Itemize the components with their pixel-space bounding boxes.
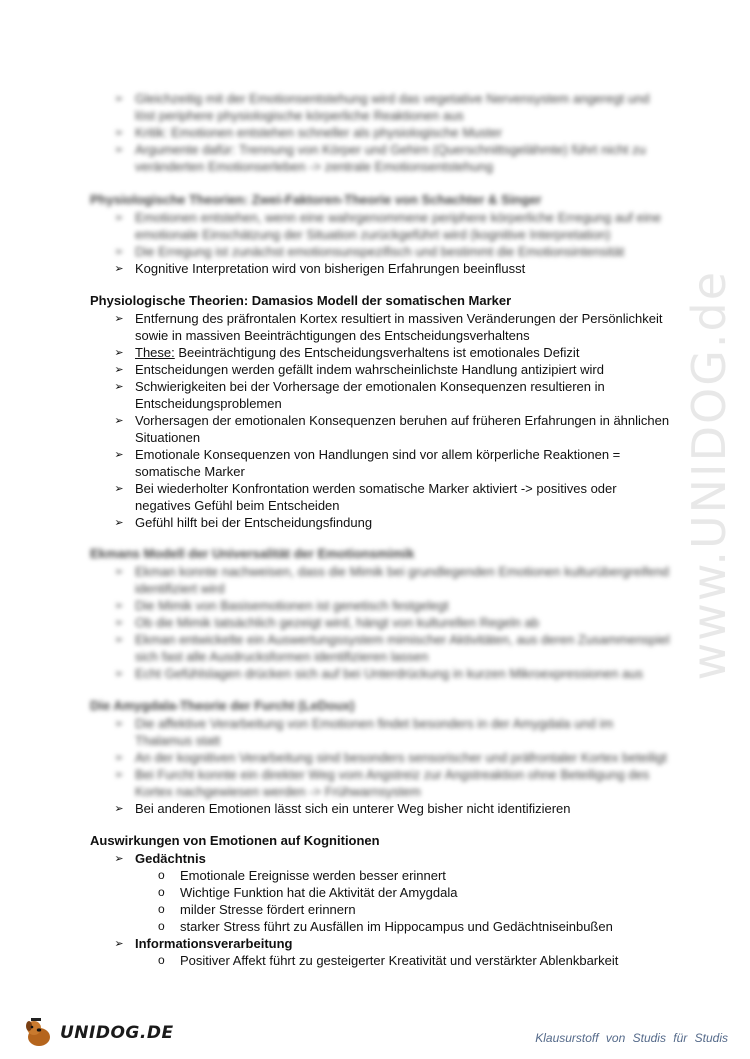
section-kognitionen xyxy=(90,832,670,969)
section-heading: Ekmans Modell der Universalität der Emotionsmimik xyxy=(90,546,415,561)
section-ledoux xyxy=(90,697,670,817)
watermark: www.UNIDOG.de xyxy=(682,270,736,681)
circle-bullet-icon: o xyxy=(158,885,165,899)
list-item: ➢ Echt Gefühlslagen drücken sich auf bei Unterdrückung in kurzen Mikroexpressionen aus xyxy=(90,665,670,682)
arrow-bullet-icon: ➢ xyxy=(114,143,124,156)
arrow-bullet-icon: ➢ xyxy=(114,599,124,612)
arrow-bullet-icon: ➢ xyxy=(114,346,124,359)
arrow-bullet-icon: ➢ xyxy=(114,414,124,427)
arrow-bullet-icon: ➢ xyxy=(114,245,124,258)
arrow-bullet-icon: ➢ xyxy=(114,312,124,325)
list-item: ➢ Die Erregung ist zunächst emotionsunspezifisch und bestimmt die Emotionsintensität xyxy=(90,243,670,260)
list-item: ➢ Emotionen entstehen, wenn eine wahrgenommene periphere körperliche Erregung auf eine emotionale Einschätzung der Situation zurückgeführt wird (kognitive Interpretation) xyxy=(90,209,670,243)
list-item: ➢ Die affektive Verarbeitung von Emotionen findet besonders in der Amygdala und im Thalamus statt xyxy=(90,715,670,749)
arrow-bullet-icon: ➢ xyxy=(114,448,124,461)
arrow-bullet-icon: ➢ xyxy=(114,565,124,578)
list-item: ➢ Gleichzeitig mit der Emotionsentstehung wird das vegetative Nervensystem angeregt und löst periphere physiologische körperliche Reaktionen aus xyxy=(90,90,670,124)
blurred-top-list xyxy=(90,90,670,175)
list-item: ➢ Bei Furcht konnte ein direkter Weg vom Angstreiz zur Angstreaktion ohne Beteiligung des Kortex nachgewiesen werden -> Frühwarnsystem xyxy=(90,766,670,800)
list-item: ➢ Ekman entwickelte ein Auswertungssystem mimischer Aktivitäten, aus deren Zusammenspiel sich fast alle Ausdrucksformen identifizieren lassen xyxy=(90,631,670,665)
arrow-bullet-icon: ➢ xyxy=(114,211,124,224)
section-ekman xyxy=(90,545,670,682)
list-item: ➢ Ekman konnte nachweisen, dass die Mimik bei grundlegenden Emotionen kulturübergreifend identifiziert wird xyxy=(90,563,670,597)
logo-text: UNIDOG.DE xyxy=(60,1023,174,1043)
list-item: ➢ Entfernung des präfrontalen Kortex resultiert in massiven Veränderungen der Persönlichkeit sowie in massiven Beeinträchtigungen des Entscheidungsverhaltens xyxy=(90,310,670,344)
arrow-bullet-icon: ➢ xyxy=(114,380,124,393)
list-item: ➢ Argumente dafür: Trennung von Körper und Gehirn (Querschnittsgelähmte) führt nicht zu veränderten Emotionserleben -> zentrale Emotionsentstehung xyxy=(90,141,670,175)
section-heading: Physiologische Theorien: Damasios Modell der somatischen Marker xyxy=(90,293,512,308)
group-heading-gedaechtnis: ➢ Gedächtnis xyxy=(90,850,670,867)
list-item: ➢ Vorhersagen der emotionalen Konsequenzen beruhen auf früheren Erfahrungen in ähnlichen Situationen xyxy=(90,412,670,446)
list-item: ➢ Ob die Mimik tatsächlich gezeigt wird, hängt von kulturellen Regeln ab xyxy=(90,614,670,631)
arrow-bullet-icon: ➢ xyxy=(114,852,124,865)
list-item: ➢ Bei wiederholter Konfrontation werden somatische Marker aktiviert -> positives oder negatives Gefühl beim Entscheiden xyxy=(90,480,670,514)
footer-tagline: Klausurstoff von Studis für Studis xyxy=(535,1031,728,1045)
list-item: ➢ Kritik: Emotionen entstehen schneller als physiologische Muster xyxy=(90,124,670,141)
circle-bullet-icon: o xyxy=(158,902,165,916)
arrow-bullet-icon: ➢ xyxy=(114,363,124,376)
arrow-bullet-icon: ➢ xyxy=(114,937,124,950)
sub-list-item: o Positiver Affekt führt zu gesteigerter Kreativität und verstärkter Ablenkbarkeit xyxy=(158,953,619,968)
arrow-bullet-icon: ➢ xyxy=(114,616,124,629)
arrow-bullet-icon: ➢ xyxy=(114,717,124,730)
list-item: ➢ Bei anderen Emotionen lässt sich ein unterer Weg bisher nicht identifizieren xyxy=(90,800,670,817)
unidog-logo[interactable] xyxy=(22,1018,174,1048)
arrow-bullet-icon: ➢ xyxy=(114,262,124,275)
list-item: ➢ Die Mimik von Basisemotionen ist genetisch festgelegt xyxy=(90,597,670,614)
list-item: ➢ Kognitive Interpretation wird von bisherigen Erfahrungen beeinflusst xyxy=(90,260,670,277)
list-item: ➢ Emotionale Konsequenzen von Handlungen sind vor allem körperliche Reaktionen = somatische Marker xyxy=(90,446,670,480)
circle-bullet-icon: o xyxy=(158,868,165,882)
circle-bullet-icon: o xyxy=(158,953,165,967)
arrow-bullet-icon: ➢ xyxy=(114,751,124,764)
arrow-bullet-icon: ➢ xyxy=(114,516,124,529)
arrow-bullet-icon: ➢ xyxy=(114,802,124,815)
sub-list-item: o starker Stress führt zu Ausfällen im Hippocampus und Gedächtniseinbußen xyxy=(158,919,613,934)
arrow-bullet-icon: ➢ xyxy=(114,633,124,646)
list-item: ➢ Gefühl hilft bei der Entscheidungsfindung xyxy=(90,514,670,531)
list-item: ➢ Entscheidungen werden gefällt indem wahrscheinlichste Handlung antizipiert wird xyxy=(90,361,670,378)
circle-bullet-icon: o xyxy=(158,919,165,933)
sub-list-item: o milder Stresse fördert erinnern xyxy=(158,902,356,917)
section-schachter-singer xyxy=(90,191,670,277)
arrow-bullet-icon: ➢ xyxy=(114,126,124,139)
arrow-bullet-icon: ➢ xyxy=(114,482,124,495)
section-damasio xyxy=(90,292,670,531)
arrow-bullet-icon: ➢ xyxy=(114,768,124,781)
group-heading-informationsverarbeitung: ➢ Informationsverarbeitung xyxy=(90,935,670,952)
arrow-bullet-icon: ➢ xyxy=(114,667,124,680)
list-item: ➢ Schwierigkeiten bei der Vorhersage der emotionalen Konsequenzen resultieren in Entscheidungsproblemen xyxy=(90,378,670,412)
section-heading: Die Amygdala-Theorie der Furcht (LeDoux) xyxy=(90,698,355,713)
sub-list-item: o Emotionale Ereignisse werden besser erinnert xyxy=(158,868,446,883)
these-label: These: xyxy=(135,345,175,360)
section-heading: Physiologische Theorien: Zwei-Faktoren-Theorie von Schachter & Singer xyxy=(90,192,542,207)
dog-mascot-icon xyxy=(22,1018,56,1048)
section-heading: Auswirkungen von Emotionen auf Kognitionen xyxy=(90,833,380,848)
arrow-bullet-icon: ➢ xyxy=(114,92,124,105)
sub-list-item: o Wichtige Funktion hat die Aktivität der Amygdala xyxy=(158,885,458,900)
list-item: ➢ An der kognitiven Verarbeitung sind besonders sensorischer und präfrontaler Kortex beteiligt xyxy=(90,749,670,766)
list-item: ➢ These: Beeinträchtigung des Entscheidungsverhaltens ist emotionales Defizit xyxy=(90,344,670,361)
